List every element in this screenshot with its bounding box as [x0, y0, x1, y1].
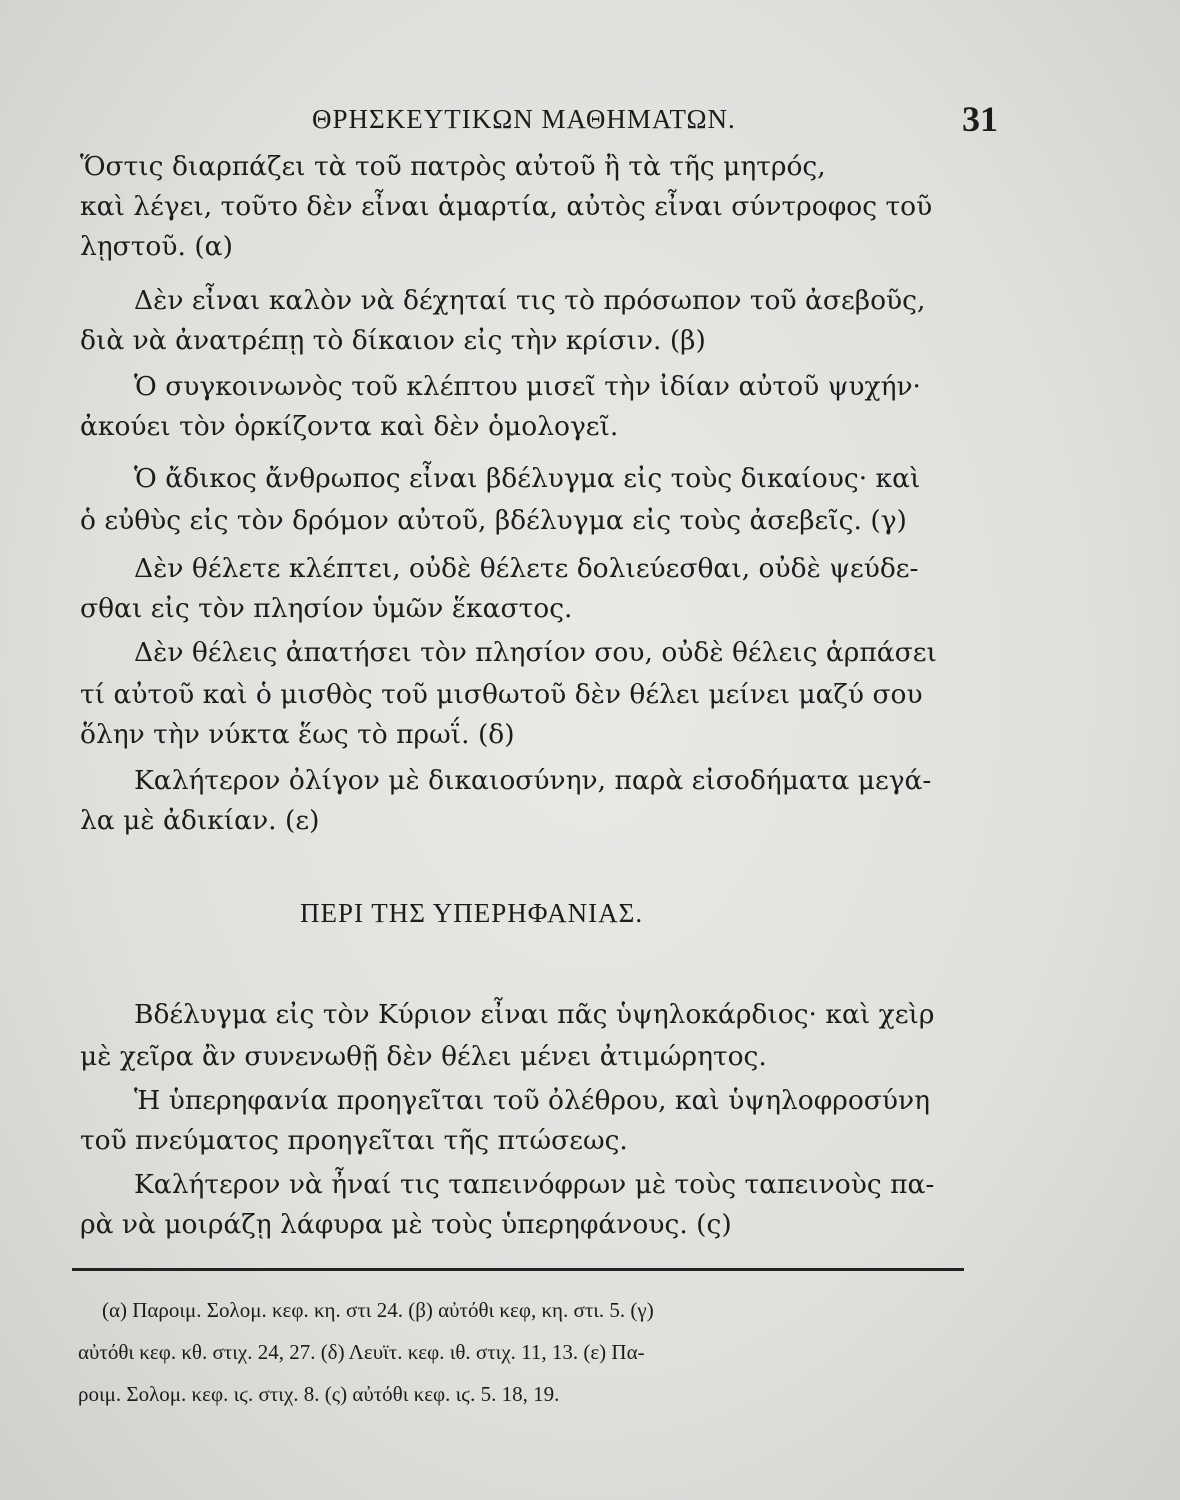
- footnote-line: ροιμ. Σολομ. κεφ. ιϛ. στιχ. 8. (ς) αὐτόθι κεφ. ιϛ. 5. 18, 19.: [78, 1382, 560, 1406]
- text-line: Ὁ ἄδικος ἄνθρωπος εἶναι βδέλυγμα εἰς τοὺς δικαίους· καὶ: [134, 463, 921, 494]
- text-line: λα μὲ ἀδικίαν. (ε): [80, 805, 320, 836]
- text-line: Δὲν θέλετε κλέπτει, οὐδὲ θέλετε δολιεύεσθαι, οὐδὲ ψεύδε-: [134, 553, 919, 584]
- text-line: Δὲν θέλεις ἀπατήσει τὸν πλησίον σου, οὐδὲ θέλεις ἁρπάσει: [134, 637, 937, 668]
- text-line: μὲ χεῖρα ἂν συνενωθῇ δὲν θέλει μένει ἀτιμώρητος.: [80, 1041, 767, 1072]
- footnote-line: (α) Παροιμ. Σολομ. κεφ. κη. στι 24. (β) αὐτόθι κεφ, κη. στι. 5. (γ): [102, 1298, 654, 1322]
- text-line: Ὁ συγκοινωνὸς τοῦ κλέπτου μισεῖ τὴν ἰδίαν αὐτοῦ ψυχήν·: [134, 371, 921, 402]
- text-line: Ὅστις διαρπάζει τὰ τοῦ πατρὸς αὐτοῦ ἢ τὰ τῆς μητρός,: [80, 151, 826, 182]
- page-number: 31: [962, 99, 998, 139]
- section-heading: ΠΕΡΙ ΤΗΣ ΥΠΕΡΗΦΑΝΙΑΣ.: [300, 898, 644, 928]
- text-line: ρὰ νὰ μοιράζῃ λάφυρα μὲ τοὺς ὑπερηφάνους. (ς): [80, 1209, 732, 1240]
- footnote-line: αὐτόθι κεφ. κθ. στιχ. 24, 27. (δ) Λευϊτ. κεφ. ιθ. στιχ. 11, 13. (ε) Πα-: [78, 1340, 645, 1364]
- running-title: ΘΡΗΣΚΕΥΤΙΚΩΝ ΜΑΘΗΜΑΤΩΝ.: [312, 104, 736, 134]
- text-line: ὅλην τὴν νύκτα ἕως τὸ πρωΐ. (δ): [80, 719, 515, 750]
- text-line: ὁ εὐθὺς εἰς τὸν δρόμον αὐτοῦ, βδέλυγμα εἰς τοὺς ἀσεβεῖς. (γ): [80, 505, 907, 536]
- footnote-divider: [72, 1268, 964, 1271]
- text-line: λῃστοῦ. (α): [80, 231, 233, 262]
- text-line: Δὲν εἶναι καλὸν νὰ δέχηταί τις τὸ πρόσωπον τοῦ ἀσεβοῦς,: [134, 285, 926, 316]
- text-line: τοῦ πνεύματος προηγεῖται τῆς πτώσεως.: [80, 1125, 628, 1156]
- text-line: σθαι εἰς τὸν πλησίον ὑμῶν ἕκαστος.: [80, 593, 573, 624]
- text-line: ἀκούει τὸν ὁρκίζοντα καὶ δὲν ὁμολογεῖ.: [80, 411, 619, 442]
- text-line: τί αὐτοῦ καὶ ὁ μισθὸς τοῦ μισθωτοῦ δὲν θέλει μείνει μαζύ σου: [80, 679, 923, 710]
- text-line: Καλήτερον ὀλίγον μὲ δικαιοσύνην, παρὰ εἰσοδήματα μεγά-: [134, 765, 932, 796]
- text-line: Ἡ ὑπερηφανία προηγεῖται τοῦ ὀλέθρου, καὶ ὑψηλοφροσύνη: [134, 1085, 930, 1116]
- text-line: Καλήτερον νὰ ἦναί τις ταπεινόφρων μὲ τοὺς ταπεινοὺς πα-: [134, 1169, 935, 1200]
- page-header: [0, 99, 1180, 144]
- text-line: Βδέλυγμα εἰς τὸν Κύριον εἶναι πᾶς ὑψηλοκάρδιος· καὶ χεὶρ: [134, 999, 935, 1030]
- text-line: διὰ νὰ ἀνατρέπῃ τὸ δίκαιον εἰς τὴν κρίσιν. (β): [80, 325, 706, 356]
- text-line: καὶ λέγει, τοῦτο δὲν εἶναι ἁμαρτία, αὐτὸς εἶναι σύντροφος τοῦ: [80, 191, 933, 222]
